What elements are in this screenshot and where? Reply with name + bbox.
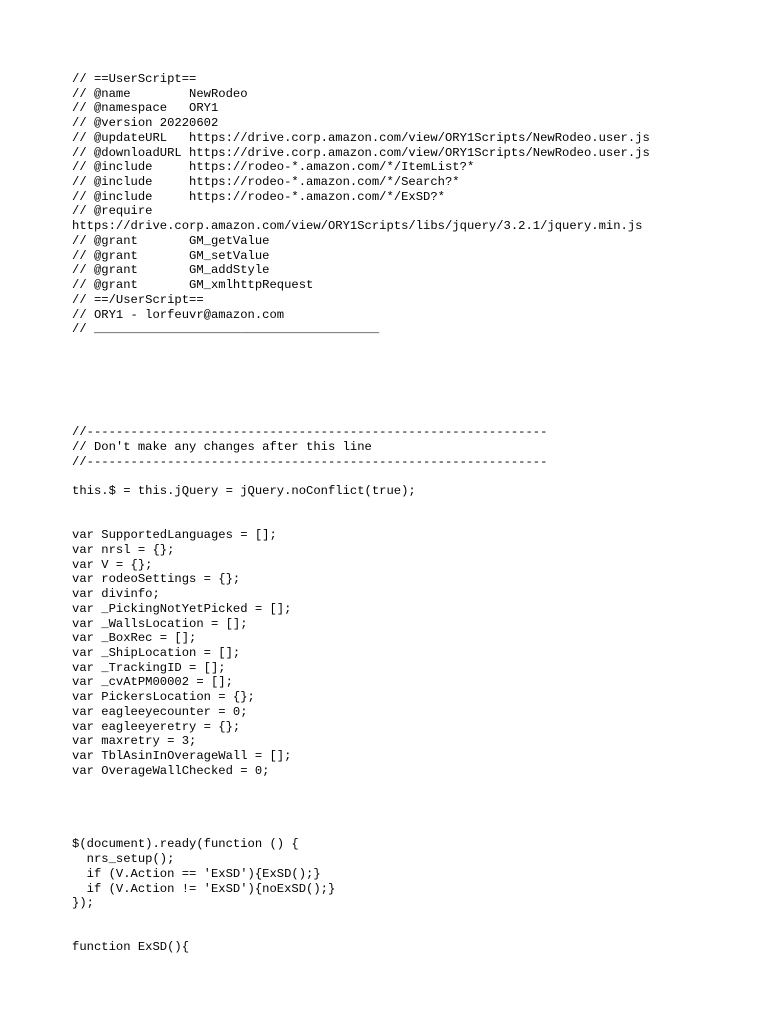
code-line [72,926,712,941]
code-line: // ==/UserScript== [72,292,204,307]
code-line: function ExSD(){ [72,940,190,955]
code-line: // @updateURL https://drive.corp.amazon.com/view/ORY1Scripts/NewRodeo.user.js [72,130,650,145]
code-line: }); [72,896,94,911]
code-line [72,396,712,411]
code-line [72,514,712,529]
code-line [72,337,712,352]
code-line: var eagleeyecounter = 0; [72,704,248,719]
code-line: // @grant GM_getValue [72,233,270,248]
code-line [72,352,712,367]
code-line: https://drive.corp.amazon.com/view/ORY1Scripts/libs/jquery/3.2.1/jquery.min.js [72,219,643,234]
code-line: var maxretry = 3; [72,734,197,749]
code-line: nrs_setup(); [72,852,175,867]
code-line [72,499,712,514]
code-line: var SupportedLanguages = []; [72,528,277,543]
code-line: // _______________________________________ [72,322,380,337]
code-line: if (V.Action == 'ExSD'){ExSD();} [72,866,321,881]
code-line: if (V.Action != 'ExSD'){noExSD();} [72,881,336,896]
code-line [72,469,712,484]
code-line: // ORY1 - lorfeuvr@amazon.com [72,307,285,322]
code-line: // Don't make any changes after this line [72,439,372,454]
code-line [72,411,712,426]
code-line: // @downloadURL https://drive.corp.amazon.com/view/ORY1Scripts/NewRodeo.user.js [72,145,650,160]
code-line: var nrsl = {}; [72,543,175,557]
code-line: var OverageWallChecked = 0; [72,763,270,778]
code-line: var PickersLocation = {}; [72,690,255,705]
code-line [72,381,712,396]
code-line: // @grant GM_setValue [72,248,270,263]
code-line: // @include https://rodeo-*.amazon.com/*/ItemList?* [72,160,475,175]
code-line: var _WallsLocation = []; [72,616,248,631]
code-line: // @include https://rodeo-*.amazon.com/*/Search?* [72,175,460,190]
code-line: var _TrackingID = []; [72,660,226,675]
code-line: $(document).ready(function () { [72,837,299,852]
code-line [72,808,712,823]
code-line: var _ShipLocation = []; [72,646,241,661]
code-line: //--------------------------------------------------------------- [72,425,548,440]
code-line: // ==UserScript== [72,72,197,86]
code-line: var V = {}; [72,557,153,572]
code-line [72,779,712,794]
code-line: var rodeoSettings = {}; [72,572,241,587]
code-line: var eagleeyeretry = {}; [72,719,241,734]
code-line: // @include https://rodeo-*.amazon.com/*/ExSD?* [72,189,445,204]
code-line: // @name NewRodeo [72,86,248,101]
code-line: // @version 20220602 [72,116,219,131]
code-block [72,72,712,955]
code-line: // @grant GM_addStyle [72,263,270,278]
code-line: var _cvAtPM00002 = []; [72,675,233,690]
code-line: var _PickingNotYetPicked = []; [72,601,292,616]
code-line [72,793,712,808]
code-line: // @grant GM_xmlhttpRequest [72,278,314,293]
code-line: var TblAsinInOverageWall = []; [72,749,292,764]
code-line: this.$ = this.jQuery = jQuery.noConflict(true); [72,484,416,499]
code-line: var _BoxRec = []; [72,631,197,646]
code-line [72,911,712,926]
code-line [72,823,712,838]
code-line [72,366,712,381]
code-line: var divinfo; [72,587,160,602]
code-line: // @namespace ORY1 [72,101,219,116]
code-line: // @require [72,204,153,219]
code-line: //--------------------------------------------------------------- [72,454,548,469]
